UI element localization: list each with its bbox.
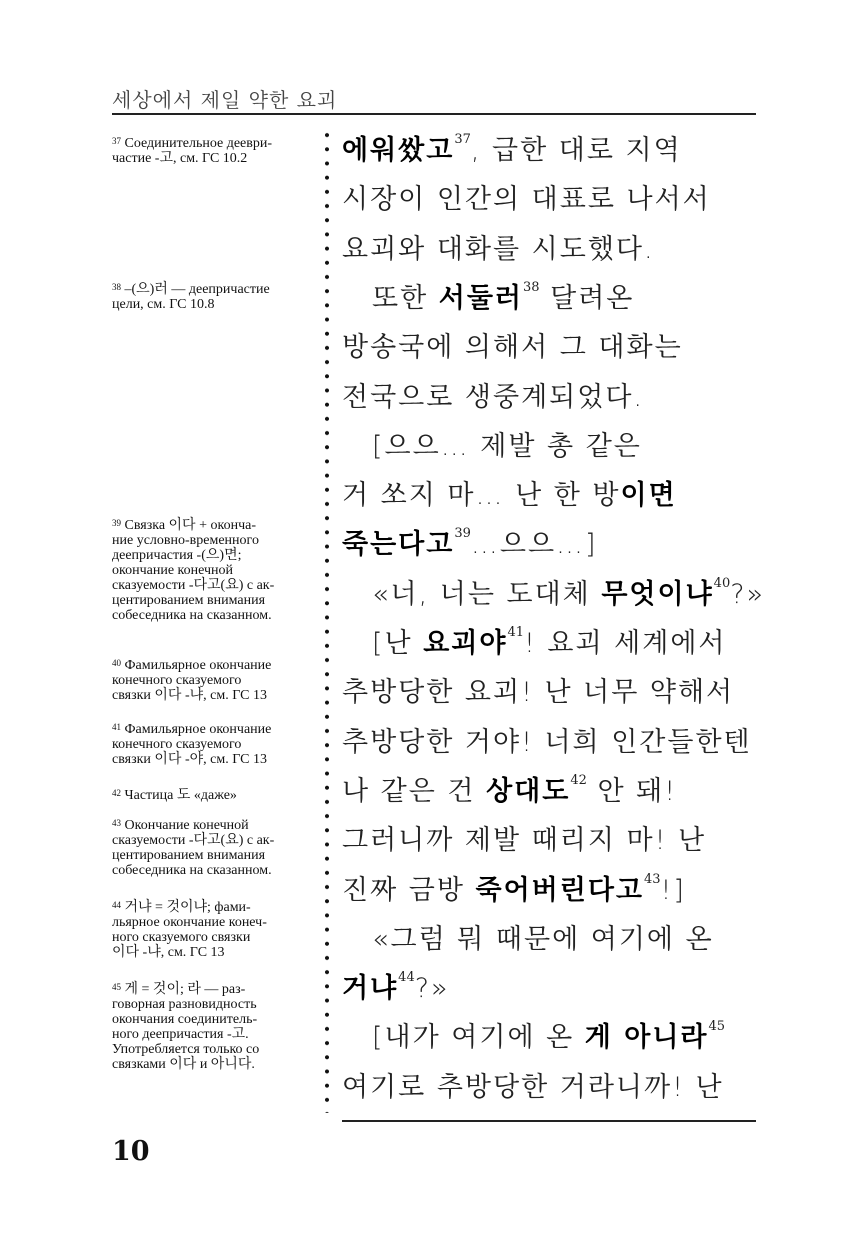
glossed-word: 에워쌌고 — [342, 135, 455, 166]
footnote-marker: 45 — [112, 982, 121, 992]
footnote-reference: 41 — [507, 625, 524, 640]
text-run: 여기로 추방당한 거라니까! 난 — [342, 1071, 724, 1103]
text-run: [내가 여기에 온 — [372, 1022, 585, 1054]
text-run: 달려온 — [539, 282, 635, 314]
text-run: …으으…] — [470, 529, 598, 561]
footnote-39 — [112, 518, 314, 623]
text-line — [342, 177, 711, 216]
text-run: 안 돼! — [586, 775, 678, 807]
footnote-40 — [112, 658, 314, 703]
footnote-37 — [112, 136, 314, 166]
text-line — [342, 868, 686, 907]
dotted-divider — [324, 128, 330, 1113]
text-line — [372, 917, 714, 956]
text-run: 전국으로 생중계되었다. — [342, 381, 644, 413]
text-run: , 급한 대로 지역 — [470, 135, 682, 166]
footnote-line: собеседника на сказанном. — [112, 608, 272, 623]
footnote-line: окончания соединитель- — [112, 1012, 258, 1027]
text-line — [342, 670, 734, 709]
text-line — [372, 276, 634, 315]
text-line — [342, 227, 655, 266]
footnote-44 — [112, 900, 314, 960]
footnote-line: 이다 -냐, см. ГС 13 — [112, 945, 225, 960]
footnote-line: ного деепричастия -고. — [112, 1027, 249, 1042]
text-run: 요괴와 대화를 시도했다. — [342, 233, 655, 265]
text-line — [342, 325, 683, 364]
text-line — [372, 621, 726, 660]
bottom-rule — [342, 1120, 756, 1122]
glossed-word: 무엇이냐 — [601, 578, 714, 610]
text-line — [342, 1065, 724, 1104]
footnote-45 — [112, 982, 314, 1072]
text-run: 추방당한 요괴! 난 너무 약해서 — [342, 677, 735, 709]
footnote-line: связками 이다 и 아니다. — [112, 1057, 255, 1072]
footnote-line: связки 이다 -냐, см. ГС 13 — [112, 688, 267, 703]
text-line — [342, 473, 677, 512]
footnote-line: $^{43}$ Окончание конечной — [112, 818, 249, 833]
footnote-reference: 38 — [523, 279, 540, 295]
page-number: 10 — [112, 1136, 150, 1167]
text-line — [342, 720, 752, 759]
footnote-line: ного сказуемого связки — [112, 930, 251, 945]
footnote-reference: 45 — [708, 1019, 726, 1035]
footnote-marker: 44 — [112, 900, 121, 910]
footnote-marker: 42 — [112, 788, 121, 798]
footnote-reference: 37 — [454, 132, 471, 147]
text-run: [으으… 제발 총 같은 — [372, 430, 642, 462]
footnote-line: конечного сказуемого — [112, 737, 242, 752]
text-run: ?» — [730, 578, 766, 610]
footnote-line: $^{44}$ 거냐 = 것이냐; фами- — [112, 900, 251, 915]
footnote-line: $^{39}$ Связка 이다 + оконча- — [112, 518, 256, 533]
footnote-line: льярное окончание конеч- — [112, 915, 267, 930]
text-run: «너, 너는 도대체 — [372, 578, 602, 610]
glossed-word: 상대도 — [486, 775, 571, 807]
footnote-43 — [112, 818, 314, 878]
footnote-line: окончание конечной — [112, 563, 234, 578]
footnote-line: говорная разновидность — [112, 997, 257, 1012]
text-run: 시장이 인간의 대표로 나서서 — [342, 184, 711, 216]
footnote-line: $^{38}$ –(으)러 — деепричастие — [112, 282, 270, 297]
footnote-line: собеседника на сказанном. — [112, 863, 272, 878]
footnote-line: $^{41}$ Фамильярное окончание — [112, 722, 272, 737]
footnote-line: деепричастия -(으)면; — [112, 548, 242, 563]
footnote-line: конечного сказуемого — [112, 673, 242, 688]
footnote-41 — [112, 722, 314, 767]
footnote-reference: 42 — [570, 772, 587, 788]
footnote-line: Употребляется только со — [112, 1042, 260, 1057]
footnote-line: $^{37}$ Соединительное дееври- — [112, 136, 273, 151]
footnote-42 — [112, 788, 314, 803]
text-run: 진짜 금방 — [342, 874, 476, 906]
footnote-marker: 39 — [112, 518, 121, 528]
glossed-word: 서둘러 — [438, 282, 523, 314]
footnote-line: связки 이다 -야, см. ГС 13 — [112, 752, 267, 767]
text-run: 그러니까 제발 때리지 마! 난 — [342, 825, 707, 857]
footnote-marker: 37 — [112, 136, 121, 146]
glossed-word: 이면 — [620, 480, 677, 512]
footnote-reference: 44 — [398, 970, 415, 986]
running-head: 세상에서 제일 약한 요괴 — [112, 88, 338, 112]
text-run: !] — [660, 874, 686, 906]
text-run: «그럼 뭐 때문에 여기에 온 — [372, 923, 714, 955]
footnote-line: сказуемости -다고(요) с ак- — [112, 833, 275, 848]
text-line — [372, 572, 765, 611]
glossed-word: 거냐 — [342, 973, 399, 1005]
text-run: 추방당한 거야! 너희 인간들한텐 — [342, 726, 752, 758]
glossed-word: 게 아니라 — [584, 1022, 709, 1054]
footnote-line: центированием внимания — [112, 848, 266, 863]
footnote-line: $^{45}$ 게 = 것이; 라 — раз- — [112, 982, 246, 997]
text-line — [342, 966, 450, 1005]
footnote-reference: 39 — [454, 526, 471, 542]
footnote-line: цели, см. ГС 10.8 — [112, 297, 215, 312]
text-line — [342, 769, 677, 808]
glossed-word: 죽어버린다고 — [475, 874, 644, 906]
text-run: 또한 — [372, 282, 439, 314]
text-line — [372, 424, 642, 463]
text-run: 방송국에 의해서 그 대화는 — [342, 332, 683, 364]
text-run: ! 요괴 세계에서 — [524, 628, 727, 659]
footnote-reference: 43 — [644, 871, 661, 887]
footnote-marker: 43 — [112, 818, 121, 828]
text-line — [342, 818, 706, 857]
glossed-word: 죽는다고 — [342, 529, 455, 561]
text-line — [342, 128, 682, 167]
footnote-reference: 40 — [713, 575, 731, 591]
footnote-marker: 40 — [112, 658, 121, 668]
glossed-word: 요괴야 — [423, 628, 508, 659]
footnote-marker: 38 — [112, 282, 121, 292]
text-run: 나 같은 건 — [342, 775, 487, 807]
header-rule — [112, 113, 756, 115]
text-line — [342, 522, 598, 561]
footnote-line: сказуемости -다고(요) с ак- — [112, 578, 275, 593]
text-line — [372, 1015, 725, 1054]
text-run: 거 쏘지 마… 난 한 방 — [342, 480, 621, 512]
footnote-line: $^{40}$ Фамильярное окончание — [112, 658, 272, 673]
text-run: ?» — [414, 973, 450, 1005]
footnote-line: центированием внимания — [112, 593, 266, 608]
footnote-line: $^{42}$ Частица 도 «даже» — [112, 788, 237, 803]
text-line — [342, 375, 644, 414]
text-run: [난 — [372, 628, 424, 659]
footnote-marker: 41 — [112, 722, 121, 732]
footnote-line: ние условно-временного — [112, 533, 259, 548]
footnote-line: частие -고, см. ГС 10.2 — [112, 151, 248, 166]
footnote-38 — [112, 282, 314, 312]
